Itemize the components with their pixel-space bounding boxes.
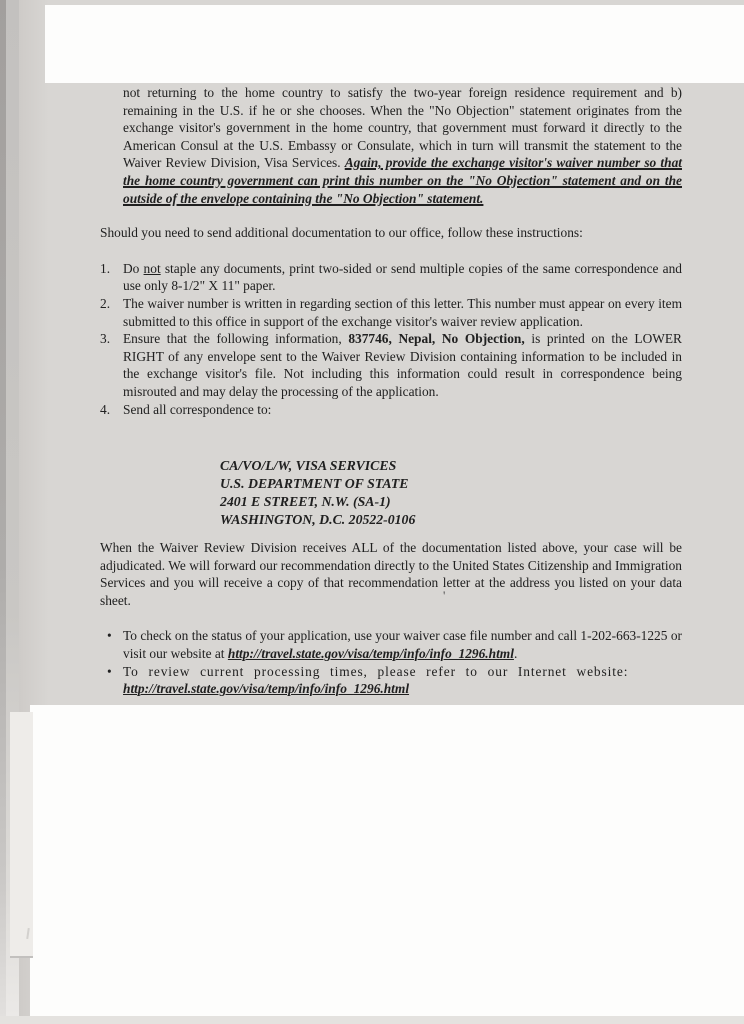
item-text-prefix: Ensure that the following information, [123,331,349,347]
address-line: U.S. DEPARTMENT OF STATE [220,476,409,492]
closing-paragraph: When the Waiver Review Division receives ALL of the documentation listed above, your case will be adjudicated. We will forward our recommendation directly to the United States Citizenship and Immigration Services and you will receive a copy of that recommendation letter at the address you listed on your data sheet. [100,540,682,608]
intro-paragraph [123,84,682,207]
paper-top-white-band [45,5,744,83]
item-text [123,260,682,295]
bullet-icon: • [107,663,112,679]
paper-bottom-white-band [30,705,744,1016]
bullet-text [123,663,682,698]
instructions-lead: Should you need to send additional documentation to our office, follow these instructions: [100,225,583,241]
bullet-text [123,627,682,662]
bullet-text-line1: To review current processing times, please refer to our Internet website: [123,663,629,679]
letter-body [100,84,682,698]
mailing-address [220,457,682,529]
item-text: The waiver number is written in regarding section of this letter. This number must appear on every item submitted to this office in support of the exchange visitor's waiver review application. [123,295,682,329]
bullet-text-prefix: To check on the status of your application, use your waiver case file number and call 1-202-663-1225 or visit our website at [123,628,682,662]
address-line: 2401 E STREET, N.W. (SA-1) [220,494,391,510]
numbered-instructions-list [100,260,682,418]
item-text-rest: is printed on the LOWER RIGHT of any envelope sent to the Waiver Review Division containing information to be included in the exchange visitor's file. Not including this information could result in correspondence being misrouted and may delay the processing of the application. [123,331,682,399]
item-text [123,330,682,400]
bullet-item [100,663,682,698]
address-line: WASHINGTON, D.C. 20522-0106 [220,512,416,528]
bullet-list [100,627,682,697]
item-text-rest: staple any documents, print two-sided or send multiple copies of the same correspondence and use only 8-1/2" X 11" paper. [123,260,682,294]
list-item [100,295,682,330]
case-number-bold-text: 837746, Nepal, No Objection, [348,331,525,347]
item-number: 3. [100,331,111,347]
intro-plain-text: not returning to the home country to satisfy the two-year foreign residence requirement and b) remaining in the U.S. if he or she chooses. When the "No Objection" statement originates from the exchange visitor's government in the home country, that government must forward it directly to the American Consul at the U.S. Embassy or Consulate, which in turn will transmit the statement to the Waiver Review Division, Visa Services. [123,85,682,171]
list-item [100,330,682,400]
underlying-page-edge [10,712,33,958]
stray-ink-mark: ' [443,588,446,603]
website-link: http://travel.state.gov/visa/temp/info/info_1296.html [123,681,410,697]
list-item [100,401,682,419]
scan-bottom-strip [0,1016,744,1024]
item-number: 4. [100,401,111,417]
item-text: Send all correspondence to: [123,401,272,417]
item-text-underlined: not [143,260,161,276]
intro-emphasis-text: Again, provide the exchange visitor's waiver number so that the home country government can print this number on the "No Objection" statement and on the outside of the envelope containing the "No Objection" statement. [123,155,682,206]
item-text-prefix: Do [123,260,144,276]
bullet-text-suffix: . [513,646,518,662]
bullet-icon: • [107,628,112,644]
item-number: 1. [100,260,111,276]
list-item [100,260,682,295]
item-number: 2. [100,295,111,311]
website-link: http://travel.state.gov/visa/temp/info/info_1296.html [227,646,514,662]
bullet-item [100,627,682,662]
address-line: CA/VO/L/W, VISA SERVICES [220,458,397,474]
